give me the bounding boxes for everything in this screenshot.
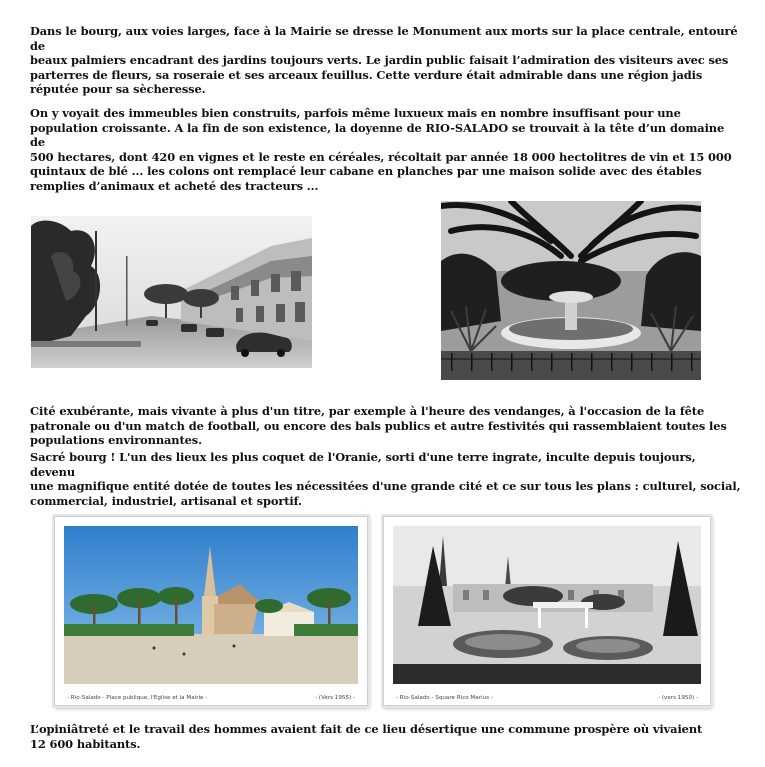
garden-photo [441, 201, 701, 380]
paragraph-buildings: On y voyait des immeubles bien construits, parfois même luxueux mais en nombre insuffisant pour une population croissante. A la fin de son existence, la doyenne de RIO-SALADO se trouvait à la tête d’un domaine de 500 hectares, dont 420 en vignes et le reste en céréales, récoltait par année 18 000 hectolitres de vin et 15 000 quintaux de blé ... les colons ont remplacé leur cabane en planches par une maison solide avec des étables remplies d’animaux et acheté des tracteurs ... [30, 106, 732, 193]
square-photo [393, 526, 701, 684]
paragraph-monument: Dans le bourg, aux voies larges, face à la Mairie se dresse le Monument aux morts sur la place centrale, entouré de beaux palmiers encadrant des jardins toujours verts. Le jardin public faisait l’admiration des visiteurs avec ses parterres de fleurs, sa roseraie et ses arceaux feuillus. Cette verdure était admirable dans une région jadis réputée pour sa sècheresse. [30, 24, 738, 97]
paragraph-festivities: Cité exubérante, mais vivante à plus d'un titre, par exemple à l'heure des vendanges, à l'occasion de la fête patronale ou d'un match de football, ou encore des bals publics et autre festivités qui rassemblaient toutes les populations environnantes. [30, 404, 727, 448]
church-caption: - Rio-Salado - Place publique, l'Eglise et la Mairie - [67, 695, 208, 701]
postcard-church [54, 516, 368, 706]
paragraph-conclusion: L’opiniâtreté et le travail des hommes avaient fait de ce lieu désertique une commune prospère où vivaient 12 600 habitants. [30, 722, 703, 751]
church-photo [64, 526, 358, 684]
church-caption-date: - (Vers 1955) - [314, 695, 355, 701]
postcard-square [383, 516, 711, 706]
square-caption-date: - (vers 1950) - [658, 695, 698, 701]
paragraph-sacre-bourg: Sacré bourg ! L'un des lieux les plus coquet de l'Oranie, sorti d'une terre ingrate, inculte depuis toujours, devenu une magnifique entité dotée de toutes les nécessitées d'une grande cité et ce sur tous les plans : culturel, social, commercial, industriel, artisanal et sportif. [30, 450, 741, 508]
street-photo [31, 216, 312, 368]
square-caption: - Rio-Salado - Square Rico Marius - [396, 695, 493, 701]
